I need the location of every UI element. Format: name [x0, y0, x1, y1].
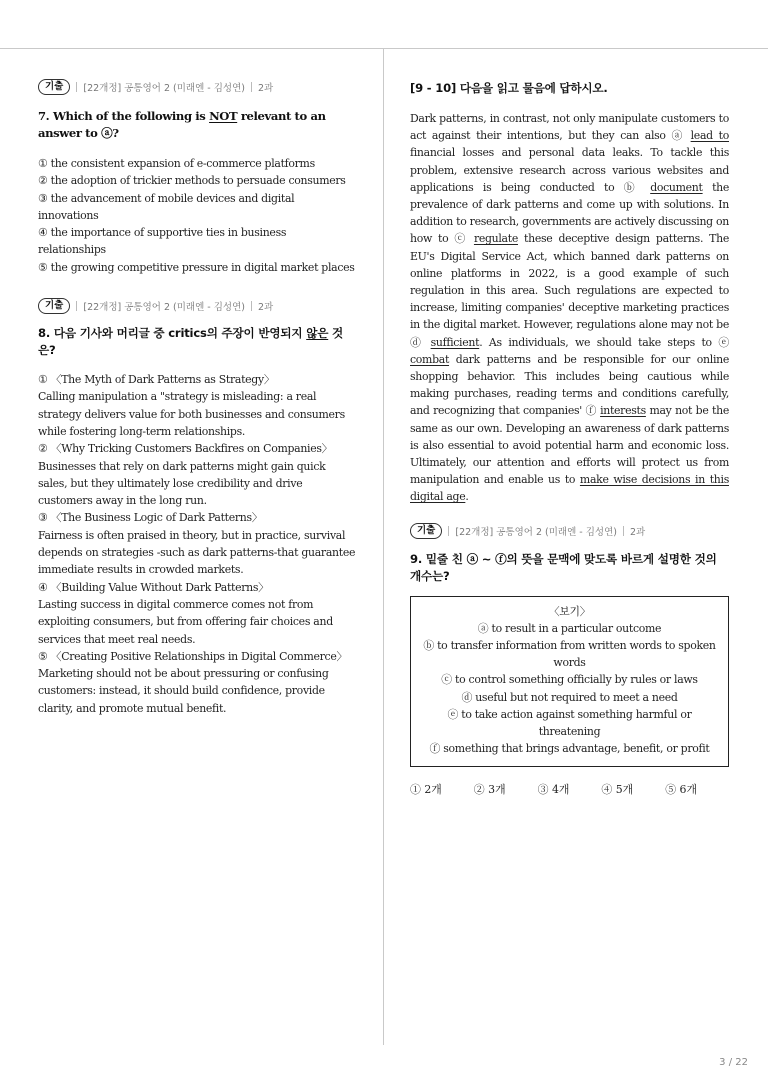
q8-option-body: Businesses that rely on dark patterns might gain quick sales, but they ultimately lose credibility and drive customers away in the long run. [38, 459, 326, 508]
q8-title [38, 325, 356, 359]
q8-title-text: 8. 다음 기사와 머리글 중 critics의 주장이 반영되지 [38, 326, 307, 341]
bogi-item-a: ⓐ to result in a particular outcome [477, 621, 662, 635]
left-column [38, 78, 356, 717]
q8-option-5[interactable] [38, 648, 356, 717]
q7-option-5[interactable]: ⑤ the growing competitive pressure in digital market places [38, 260, 355, 274]
q7-option-4[interactable]: ④ the importance of supportive ties in business relationships [38, 226, 287, 257]
bogi-item-d: ⓓ useful but not required to meet a need [461, 690, 678, 704]
q9-title: 9. 밑줄 친 ⓐ ~ ⓕ의 뜻을 문맥에 맞도록 바르게 설명한 것의 개수는? [410, 551, 717, 583]
passage-header: [9 - 10] 다음을 읽고 물음에 답하시오. [410, 81, 608, 95]
q9-answer-choices [410, 781, 729, 797]
q9-answer-3[interactable]: ③ 4개 [537, 782, 570, 796]
bogi-item-f: ⓕ something that brings advantage, benefit, or profit [429, 742, 710, 756]
passage-text: . As individuals, we should take steps to ⓔ [479, 335, 729, 349]
tag-separator [448, 526, 449, 536]
q8-option-1[interactable] [38, 371, 356, 440]
passage-text: the prevalence of dark patterns and come up with solutions. In addition to research, governments are actively discussing on how to ⓒ [410, 180, 729, 246]
q9-answer-4[interactable]: ④ 5개 [601, 782, 634, 796]
page-number: 3 / 22 [719, 1057, 748, 1068]
q7-options [38, 155, 356, 276]
q8-option-body: Lasting success in digital commerce comes not from exploiting consumers, but from offering fair choices and services that meet real needs. [38, 597, 333, 646]
source-label: [22개정] 공통영어 2 (미래엔 - 김성연) [83, 83, 245, 94]
q7-title-text-end: relevant to an answer to ⓐ? [38, 109, 326, 140]
passage-text: Dark patterns, in contrast, not only manipulate customers to act against their intentions, but they can also ⓐ [410, 112, 729, 143]
q8-title-text-end: 것은? [38, 326, 344, 358]
bogi-title: 〈보기〉 [548, 604, 591, 618]
underlined-e: combat [410, 352, 450, 366]
q8-title-underlined: 않은 [306, 326, 329, 341]
q8-option-body: Calling manipulation a "strategy is misleading: a real strategy delivers value for both businesses and consumers while fostering long-term relationships. [38, 390, 345, 438]
q8-option-heading: ① 〈The Myth of Dark Patterns as Strategy〉 [38, 373, 275, 387]
q8-option-2[interactable] [38, 440, 356, 509]
underlined-d: sufficient [430, 335, 480, 349]
passage-text: may not be the same as our own. Developing an awareness of dark patterns is also essential to avoid potential harm and economic loss. Ultimately, our attention and efforts will protect us from manipulation and enable us to [410, 404, 729, 487]
tag-separator [251, 82, 252, 92]
bogi-item-c: ⓒ to control something officially by rules or laws [441, 673, 698, 687]
top-divider [0, 48, 768, 49]
q9-answer-5[interactable]: ⑤ 6개 [665, 782, 697, 796]
tag-separator [76, 301, 77, 311]
underlined-c: regulate [473, 232, 518, 246]
lesson-label: 2과 [257, 302, 274, 314]
q8-option-4[interactable] [38, 579, 356, 648]
q7-option-2[interactable]: ② the adoption of trickier methods to persuade consumers [38, 174, 346, 188]
exam-tag-badge: 기출 [410, 523, 442, 539]
q8-options [38, 371, 356, 717]
q8-option-heading: ③ 〈The Business Logic of Dark Patterns〉 [38, 511, 263, 525]
q8-option-3[interactable] [38, 509, 356, 578]
q8-option-body: Marketing should not be about pressuring or confusing customers: instead, it should build confidence, provide clarity, and promote mutual benefit. [38, 667, 329, 715]
source-label: [22개정] 공통영어 2 (미래엔 - 김성연) [455, 526, 617, 538]
lesson-label: 2과 [629, 526, 646, 538]
q7-option-3[interactable]: ③ the advancement of mobile devices and digital innovations [38, 191, 295, 222]
bogi-item-b: ⓑ to transfer information from written words to spoken words [423, 639, 716, 670]
q8-option-heading: ④ 〈Building Value Without Dark Patterns〉 [38, 580, 269, 594]
tag-separator [76, 82, 77, 92]
q7-source-line [38, 78, 356, 96]
lesson-label: 2과 [257, 83, 274, 94]
q9-source-line [410, 522, 729, 540]
column-divider [383, 49, 384, 1045]
bogi-box [410, 596, 729, 767]
q7-option-1[interactable]: ① the consistent expansion of e-commerce platforms [38, 157, 315, 170]
passage-text: financial losses and personal data leaks. To tackle this problem, extensive research across various websites and applications is being conducted to ⓑ [410, 146, 729, 194]
tag-separator [623, 526, 624, 536]
reading-passage [410, 110, 729, 506]
q9-answer-2[interactable]: ② 3개 [473, 782, 506, 796]
q8-source-line [38, 297, 356, 315]
underlined-phrase: make wise decisions in this digital age [410, 473, 729, 504]
q7-title [38, 108, 356, 142]
q8-option-heading: ② 〈Why Tricking Customers Backfires on Companies〉 [38, 442, 333, 456]
bogi-item-e: ⓔ to take action against something harmful or threatening [447, 707, 692, 739]
q8-option-body: Fairness is often praised in theory, but in practice, survival depends on strategies -such as dark patterns-that guarantee immediate results in crowded markets. [38, 528, 356, 577]
passage-text: . [465, 490, 469, 504]
q7-title-text: 7. Which of the following is [38, 109, 210, 123]
tag-separator [251, 301, 252, 311]
q7-title-underlined: NOT [209, 109, 238, 123]
right-column [410, 78, 729, 797]
passage-text: these deceptive design patterns. The EU's Digital Service Act, which banned dark patterns on online platforms in 2022, is a good example of such regulation in this area. Such regulations are expected to increase, limiting companies' deceptive marketing practices in the digital market. However, regulations alone may not be ⓓ [410, 232, 729, 349]
exam-tag-badge: 기출 [38, 79, 70, 95]
source-label: [22개정] 공통영어 2 (미래엔 - 김성연) [83, 302, 245, 314]
exam-tag-badge: 기출 [38, 298, 70, 314]
passage-text: dark patterns and be responsible for our online shopping behavior. This includes being cautious while making purchases, reading terms and conditions carefully, and recognizing that companies' ⓕ [410, 352, 729, 418]
underlined-b: document [650, 180, 703, 194]
q8-option-heading: ⑤ 〈Creating Positive Relationships in Digital Commerce〉 [38, 649, 348, 663]
underlined-a: lead to [690, 129, 729, 143]
q9-answer-1[interactable]: ① 2개 [410, 782, 442, 796]
underlined-f: interests [600, 404, 646, 418]
